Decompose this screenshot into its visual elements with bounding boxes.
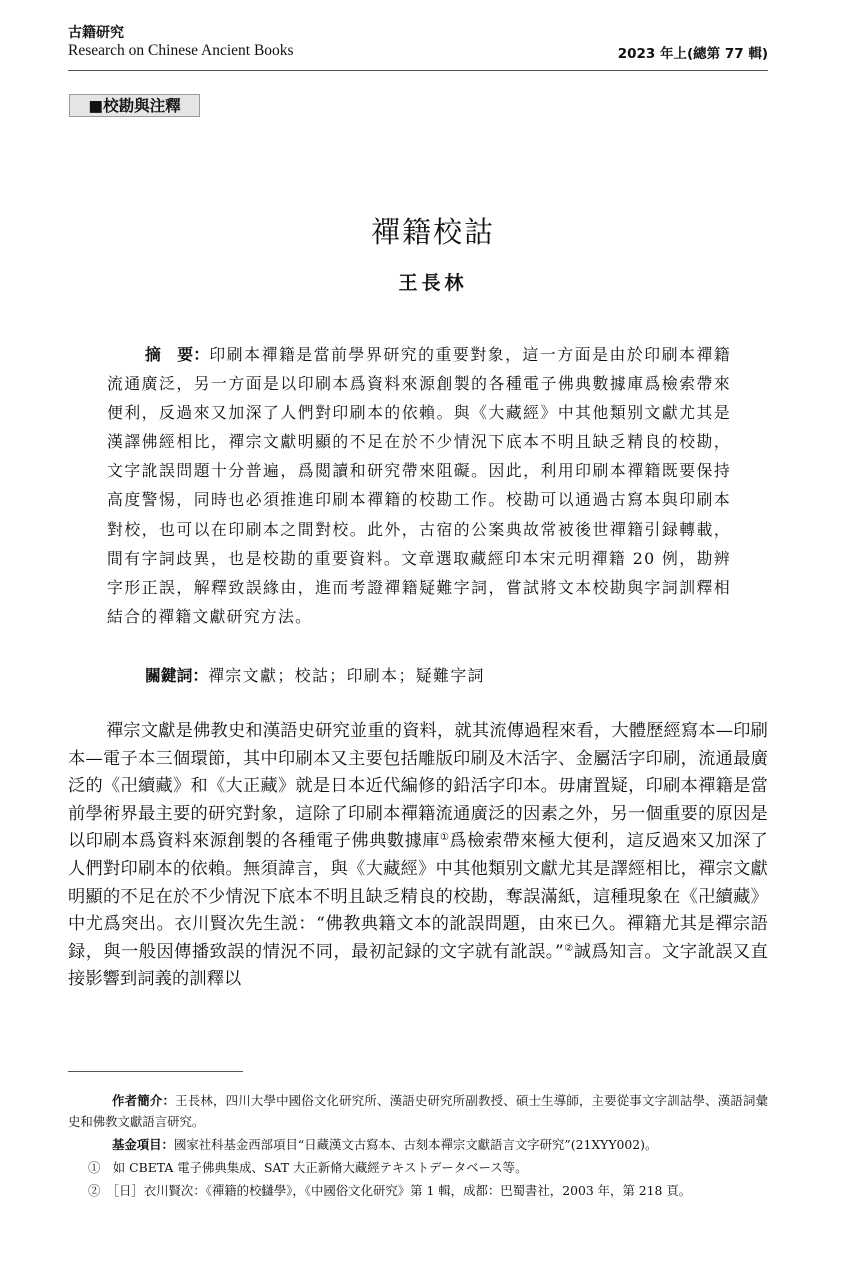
footnote-divider xyxy=(68,1071,243,1072)
issue-number: 2023 年上(總第 77 輯) xyxy=(617,46,768,62)
abstract xyxy=(107,340,731,631)
footnote-ref-1[interactable]: ① xyxy=(440,832,450,844)
journal-title-chinese: 古籍研究 xyxy=(68,25,124,41)
funding-note xyxy=(68,1134,768,1155)
author-name: 王長林 xyxy=(398,272,468,294)
keywords-label: 關鍵詞： xyxy=(145,666,209,685)
abstract-label: 摘 要： xyxy=(145,345,210,364)
author-bio-text: 王長林，四川大學中國俗文化研究所、漢語史研究所副教授、碩士生導師，主要從事文字訓詁學、漢語詞彙史和佛教文獻語言研究。 xyxy=(68,1093,769,1129)
footnote-mark: ① xyxy=(88,1160,101,1175)
footnote-text: 如 CBETA 電子佛典集成、SAT 大正新脩大藏經テキストデータベース等。 xyxy=(112,1160,528,1175)
abstract-text: 印刷本禪籍是當前學界研究的重要對象，這一方面是由於印刷本禪籍流通廣泛，另一方面是以印刷本爲資料來源創製的各種電子佛典數據庫爲檢索帶來便利，反過來又加深了人們對印刷本的依賴。與《大藏經》中其他類别文獻尤其是漢譯佛經相比，禪宗文獻明顯的不足在於不少情況下底本不明且缺乏精良的校勘，文字訛誤問題十分普遍，爲閲讀和研究帶來阻礙。因此，利用印刷本禪籍既要保持高度警惕，同時也必須推進印刷本禪籍的校勘工作。校勘可以通過古寫本與印刷本對校，也可以在印刷本之間對校。此外，古宿的公案典故常被後世禪籍引録轉載，間有字詞歧異，也是校勘的重要資料。文章選取藏經印本宋元明禪籍 20 例，勘辨字形正誤，解釋致誤緣由，進而考證禪籍疑難字詞，嘗試將文本校勘與字詞訓釋相結合的禪籍文獻研究方法。 xyxy=(107,345,731,626)
author-bio-label: 作者簡介： xyxy=(112,1093,176,1108)
body-paragraph xyxy=(68,718,768,994)
footnote-ref-2[interactable]: ② xyxy=(563,942,574,954)
footnote-text: ［日］衣川賢次：《禪籍的校讎學》，《中國俗文化研究》第 1 輯，成都：巴蜀書社，2003 年，第 218 頁。 xyxy=(112,1183,692,1198)
funding-label: 基金項目： xyxy=(112,1137,174,1152)
author-bio xyxy=(68,1090,768,1132)
body-text-part-2: 爲檢索帶來極大便利，這反過來又加深了人們對印刷本的依賴。無須諱言，與《大藏經》中其他類别文獻尤其是譯經相比，禪宗文獻明顯的不足在於不少情況下底本不明且缺乏精良的校勘，奪誤滿紙，這種現象在《卍續藏》中尤爲突出。衣川賢次先生説：“佛教典籍文本的訛誤問題，由來已久。禪籍尤其是禪宗語録，與一般因傳播致誤的情況不同，最初記録的文字就有訛誤。” xyxy=(68,831,769,962)
journal-title-english: Research on Chinese Ancient Books xyxy=(68,42,294,59)
body-text-part-1: 禪宗文獻是佛教史和漢語史研究並重的資料，就其流傳過程來看，大體歷經寫本—印刷本—電子本三個環節，其中印刷本又主要包括雕版印刷及木活字、金屬活字印刷，流通最廣泛的《卍續藏》和《大正藏》就是日本近代編修的鉛活字印本。毋庸置疑，印刷本禪籍是當前學術界最主要的研究對象，這除了印刷本禪籍流通廣泛的因素之外，另一個重要的原因是以印刷本爲資料來源創製的各種電子佛典數據庫 xyxy=(68,721,768,852)
funding-text: 國家社科基金西部項目“日藏漢文古寫本、古刻本禪宗文獻語言文字研究”(21XYY002)。 xyxy=(173,1137,658,1152)
footnote-2 xyxy=(68,1180,768,1201)
body-text-part-3: 誠爲知言。文字訛誤又直接影響到詞義的訓釋以 xyxy=(68,941,768,990)
keywords xyxy=(145,661,745,690)
keywords-text: 禪宗文獻；校詁；印刷本；疑難字詞 xyxy=(208,666,485,685)
footnote-mark: ② xyxy=(88,1183,101,1198)
section-label: ■校勘與注釋 xyxy=(69,94,200,117)
footnote-1 xyxy=(68,1157,768,1178)
running-header xyxy=(68,22,768,71)
article-title: 禪籍校詁 xyxy=(370,215,495,249)
footnotes xyxy=(68,1090,768,1203)
